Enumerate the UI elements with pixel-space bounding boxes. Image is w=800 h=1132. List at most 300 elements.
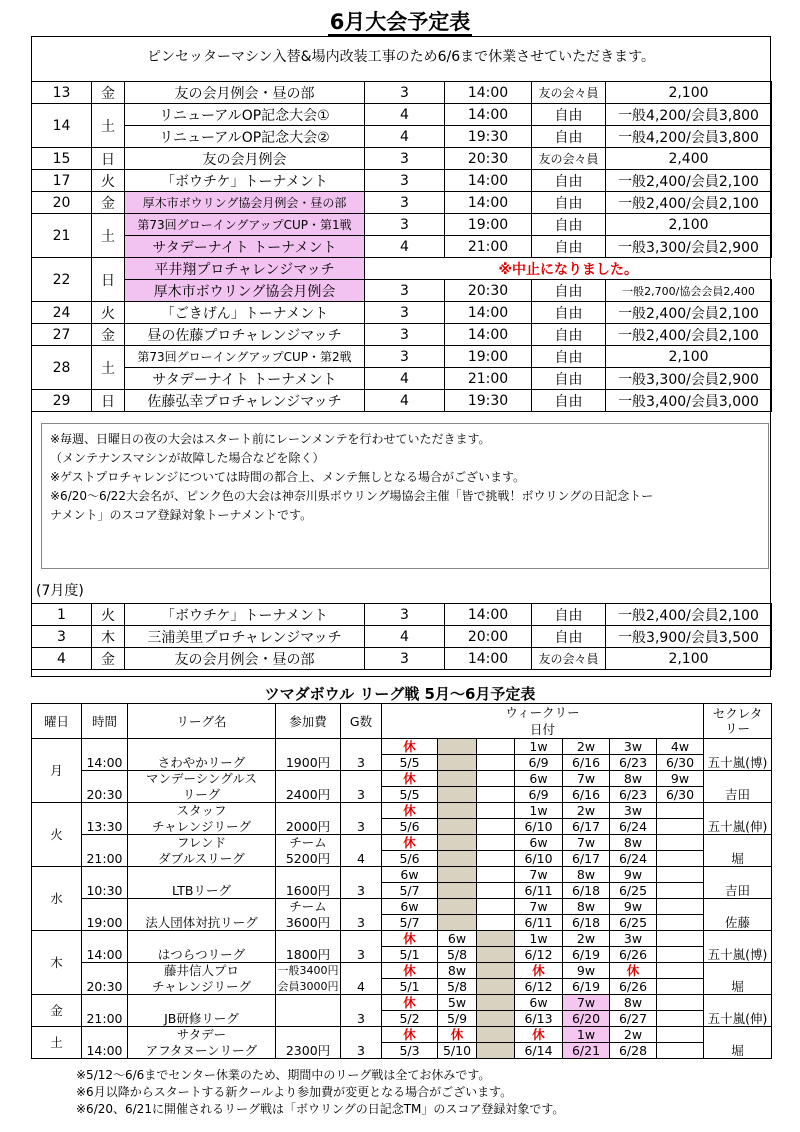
league-fee-line1 xyxy=(276,1027,341,1043)
event-name: 友の会月例会 xyxy=(125,148,365,170)
cancel-notice: ※中止になりました。 xyxy=(365,258,772,280)
event-entry: 自由 xyxy=(532,346,606,368)
date-cell: 6/26 xyxy=(610,979,657,995)
league-secretary: 吉田 xyxy=(704,787,772,803)
league-games-spacer xyxy=(341,867,382,883)
date-cell xyxy=(438,851,477,867)
event-name: 平井翔プロチャレンジマッチ xyxy=(125,258,365,280)
league-name-line1: フレンド xyxy=(128,835,276,851)
table-row xyxy=(32,126,772,148)
weekly-cell: 3w xyxy=(610,803,657,819)
event-time: 20:30 xyxy=(445,280,532,302)
weekly-cell: 8w xyxy=(610,835,657,851)
league-name-line2: ダブルスリーグ xyxy=(128,851,276,867)
weekly-cell: 1w xyxy=(515,803,563,819)
league-fee-line1 xyxy=(276,995,341,1011)
event-weekday: 土 xyxy=(92,104,125,148)
weekly-cell xyxy=(477,739,515,755)
table-row xyxy=(32,148,772,170)
table-row xyxy=(32,104,772,126)
league-time: 14:00 xyxy=(82,1043,128,1059)
event-weekday: 火 xyxy=(92,604,125,626)
weekly-cell: 9w xyxy=(610,867,657,883)
event-day: 21 xyxy=(32,214,92,258)
event-fee: 一般3,900/会員3,500 xyxy=(606,626,772,648)
weekly-cell xyxy=(477,995,515,1011)
league-header-games: G数 xyxy=(341,704,382,739)
weekly-cell xyxy=(477,835,515,851)
date-cell: 6/14 xyxy=(515,1043,563,1059)
event-time: 14:00 xyxy=(445,82,532,104)
event-time: 19:00 xyxy=(445,346,532,368)
league-name-line1 xyxy=(128,739,276,755)
date-cell: 5/1 xyxy=(382,979,438,995)
event-games: 4 xyxy=(365,368,445,390)
weekly-cell xyxy=(477,771,515,787)
event-time: 14:00 xyxy=(445,324,532,346)
date-cell xyxy=(477,947,515,963)
league-header-date: 日付 xyxy=(382,722,704,739)
event-time: 14:00 xyxy=(445,104,532,126)
date-cell: 5/3 xyxy=(382,1043,438,1059)
date-cell: 6/18 xyxy=(563,915,610,931)
league-name-line1 xyxy=(128,995,276,1011)
league-fee-line1 xyxy=(276,931,341,947)
note-line: ※6/20～6/22大会名が、ピンク色の大会は神奈川県ボウリング場協会主催「皆で挑戦！ボウリングの日記念トー xyxy=(50,489,654,503)
league-games-spacer xyxy=(341,963,382,979)
event-entry: 自由 xyxy=(532,302,606,324)
secretary-spacer xyxy=(704,995,772,1011)
weekly-cell xyxy=(477,963,515,979)
date-cell: 6/9 xyxy=(515,787,563,803)
event-day: 22 xyxy=(32,258,92,302)
league-name-line2: チャレンジリーグ xyxy=(128,979,276,995)
event-name: 友の会月例会・昼の部 xyxy=(125,648,365,670)
league-name-line1: マンデーシングルス xyxy=(128,771,276,787)
event-name: 昼の佐藤プロチャレンジマッチ xyxy=(125,324,365,346)
league-name-line1 xyxy=(128,899,276,915)
event-fee: 一般4,200/会員3,800 xyxy=(606,104,772,126)
date-cell: 6/13 xyxy=(515,1011,563,1027)
event-entry: 自由 xyxy=(532,214,606,236)
date-cell: 5/5 xyxy=(382,755,438,771)
weekly-cell: 1w xyxy=(563,1027,610,1043)
league-secretary: 五十嵐(博) xyxy=(704,947,772,963)
league-row xyxy=(32,931,772,947)
weekly-cell: 9w xyxy=(657,771,704,787)
weekly-cell: 休 xyxy=(515,1027,563,1043)
date-cell xyxy=(438,755,477,771)
table-row xyxy=(32,302,772,324)
event-entry: 自由 xyxy=(532,626,606,648)
league-time: 10:30 xyxy=(82,883,128,899)
league-header-weekly: ウィークリー xyxy=(382,704,704,722)
date-cell: 6/12 xyxy=(515,979,563,995)
league-time: 14:00 xyxy=(82,947,128,963)
event-time: 14:00 xyxy=(445,170,532,192)
event-entry: 友の会々員 xyxy=(532,648,606,670)
league-weekday: 土 xyxy=(32,1027,82,1059)
weekly-cell: 休 xyxy=(382,995,438,1011)
date-cell: 6/17 xyxy=(563,819,610,835)
league-row xyxy=(32,883,772,899)
weekly-cell: 7w xyxy=(563,835,610,851)
secretary-spacer xyxy=(704,1027,772,1043)
weekly-cell: 7w xyxy=(563,771,610,787)
event-games: 4 xyxy=(365,390,445,412)
weekly-cell: 休 xyxy=(382,739,438,755)
league-secretary: 堀 xyxy=(704,979,772,995)
date-cell: 5/2 xyxy=(382,1011,438,1027)
league-header-time: 時間 xyxy=(82,704,128,739)
event-weekday: 日 xyxy=(92,258,125,302)
event-time: 19:30 xyxy=(445,390,532,412)
date-cell xyxy=(657,947,704,963)
event-fee: 一般2,400/会員2,100 xyxy=(606,604,772,626)
event-fee: 2,400 xyxy=(606,148,772,170)
weekly-cell: 2w xyxy=(563,803,610,819)
event-fee: 一般2,400/会員2,100 xyxy=(606,170,772,192)
weekly-cell: 2w xyxy=(610,1027,657,1043)
event-name: リニューアルOP記念大会② xyxy=(125,126,365,148)
event-time: 21:00 xyxy=(445,236,532,258)
event-weekday: 金 xyxy=(92,192,125,214)
league-time: 14:00 xyxy=(82,755,128,771)
league-header-fee: 参加費 xyxy=(276,704,341,739)
league-row xyxy=(32,899,772,915)
league-row xyxy=(32,755,772,771)
league-name-line2: JB研修リーグ xyxy=(128,1011,276,1027)
weekly-cell xyxy=(657,899,704,915)
event-day: 1 xyxy=(32,604,92,626)
event-games: 3 xyxy=(365,82,445,104)
league-fee-line1 xyxy=(276,867,341,883)
date-cell xyxy=(657,883,704,899)
event-day: 27 xyxy=(32,324,92,346)
date-cell: 6/28 xyxy=(610,1043,657,1059)
date-cell xyxy=(438,915,477,931)
date-cell: 6/10 xyxy=(515,851,563,867)
weekly-cell xyxy=(438,835,477,851)
date-cell: 5/1 xyxy=(382,947,438,963)
table-row xyxy=(32,626,772,648)
league-games-spacer xyxy=(341,931,382,947)
weekly-cell: 6w xyxy=(438,931,477,947)
league-row xyxy=(32,739,772,755)
secretary-spacer xyxy=(704,867,772,883)
league-name-line1: スタッフ xyxy=(128,803,276,819)
table-row xyxy=(32,604,772,626)
league-title: ツマダボウル リーグ戦 5月～6月予定表 xyxy=(264,685,536,703)
league-time: 21:00 xyxy=(82,1011,128,1027)
league-fee-line1: チーム xyxy=(276,835,341,851)
weekly-cell: 休 xyxy=(382,771,438,787)
league-games: 4 xyxy=(341,851,382,867)
league-name-line2: さわやかリーグ xyxy=(128,755,276,771)
event-games: 4 xyxy=(365,126,445,148)
event-fee: 一般2,400/会員2,100 xyxy=(606,302,772,324)
event-fee: 一般4,200/会員3,800 xyxy=(606,126,772,148)
weekly-cell: 3w xyxy=(610,739,657,755)
event-fee: 2,100 xyxy=(606,82,772,104)
date-cell: 6/21 xyxy=(563,1043,610,1059)
date-cell: 6/23 xyxy=(610,755,657,771)
event-entry: 自由 xyxy=(532,236,606,258)
event-entry: 自由 xyxy=(532,104,606,126)
event-day: 20 xyxy=(32,192,92,214)
date-cell: 6/23 xyxy=(610,787,657,803)
league-time-spacer xyxy=(82,931,128,947)
league-fee-line1 xyxy=(276,803,341,819)
league-games-spacer xyxy=(341,739,382,755)
date-cell: 6/9 xyxy=(515,755,563,771)
event-weekday: 日 xyxy=(92,390,125,412)
weekly-cell: 8w xyxy=(438,963,477,979)
weekly-cell: 9w xyxy=(610,899,657,915)
league-secretary: 堀 xyxy=(704,1043,772,1059)
date-cell: 6/20 xyxy=(563,1011,610,1027)
weekly-cell xyxy=(477,899,515,915)
weekly-cell: 7w xyxy=(515,867,563,883)
event-games: 3 xyxy=(365,148,445,170)
weekly-cell: 8w xyxy=(563,867,610,883)
event-name: 「ボウチケ」トーナメント xyxy=(125,170,365,192)
league-name-line2: リーグ xyxy=(128,787,276,803)
date-cell: 6/24 xyxy=(610,851,657,867)
note-line: ※ゲストプロチャレンジについては時間の都合上、メンテ無しとなる場合がございます。 xyxy=(50,470,526,484)
date-cell xyxy=(657,851,704,867)
table-row xyxy=(32,368,772,390)
weekly-cell: 6w xyxy=(382,899,438,915)
event-name: 友の会月例会・昼の部 xyxy=(125,82,365,104)
event-fee: 一般2,700/協会会員2,400 xyxy=(606,280,772,302)
league-row xyxy=(32,771,772,787)
event-name: 第73回グローイングアップCUP・第2戦 xyxy=(125,346,365,368)
league-secretary: 佐藤 xyxy=(704,915,772,931)
weekly-cell: 4w xyxy=(657,739,704,755)
weekly-cell: 休 xyxy=(382,931,438,947)
league-fee: 2400円 xyxy=(276,787,341,803)
table-row xyxy=(32,214,772,236)
event-day: 29 xyxy=(32,390,92,412)
note-line: （メンテナンスマシンが故障した場合などを除く） xyxy=(50,451,325,465)
date-cell: 5/8 xyxy=(438,947,477,963)
table-row xyxy=(32,170,772,192)
event-entry: 自由 xyxy=(532,170,606,192)
event-day: 13 xyxy=(32,82,92,104)
date-cell: 5/9 xyxy=(438,1011,477,1027)
event-name: 三浦美里プロチャレンジマッチ xyxy=(125,626,365,648)
event-fee: 2,100 xyxy=(606,648,772,670)
weekly-cell xyxy=(657,963,704,979)
date-cell xyxy=(477,755,515,771)
weekly-cell xyxy=(657,803,704,819)
july-event-table xyxy=(31,603,772,670)
date-cell: 6/19 xyxy=(563,979,610,995)
secretary-spacer xyxy=(704,835,772,851)
event-time: 20:00 xyxy=(445,626,532,648)
league-fee: 2300円 xyxy=(276,1043,341,1059)
league-fee: 1900円 xyxy=(276,755,341,771)
event-weekday: 土 xyxy=(92,214,125,258)
date-cell xyxy=(657,915,704,931)
league-row xyxy=(32,835,772,851)
event-weekday: 火 xyxy=(92,302,125,324)
league-row xyxy=(32,979,772,995)
league-fee-line1 xyxy=(276,771,341,787)
event-games: 3 xyxy=(365,302,445,324)
event-weekday: 土 xyxy=(92,346,125,390)
event-fee: 一般2,400/会員2,100 xyxy=(606,192,772,214)
date-cell: 5/6 xyxy=(382,851,438,867)
league-row xyxy=(32,1043,772,1059)
event-day: 24 xyxy=(32,302,92,324)
table-row xyxy=(32,280,772,302)
event-entry: 自由 xyxy=(532,192,606,214)
league-games: 3 xyxy=(341,1043,382,1059)
event-games: 3 xyxy=(365,214,445,236)
league-fee: 5200円 xyxy=(276,851,341,867)
league-name-line2: 法人団体対抗リーグ xyxy=(128,915,276,931)
event-games: 3 xyxy=(365,170,445,192)
league-row xyxy=(32,1011,772,1027)
weekly-cell: 休 xyxy=(382,963,438,979)
weekly-cell xyxy=(657,995,704,1011)
event-name: リニューアルOP記念大会① xyxy=(125,104,365,126)
event-games: 4 xyxy=(365,236,445,258)
league-games-spacer xyxy=(341,899,382,915)
date-cell: 6/24 xyxy=(610,819,657,835)
weekly-cell: 8w xyxy=(610,771,657,787)
event-name: サタデーナイト トーナメント xyxy=(125,368,365,390)
event-weekday: 金 xyxy=(92,648,125,670)
event-day: 17 xyxy=(32,170,92,192)
date-cell: 6/10 xyxy=(515,819,563,835)
weekly-cell: 8w xyxy=(563,899,610,915)
date-cell xyxy=(477,1043,515,1059)
date-cell: 6/18 xyxy=(563,883,610,899)
date-cell: 6/27 xyxy=(610,1011,657,1027)
event-weekday: 金 xyxy=(92,82,125,104)
notes-box xyxy=(41,423,769,569)
date-cell: 6/30 xyxy=(657,787,704,803)
event-day: 4 xyxy=(32,648,92,670)
date-cell: 6/16 xyxy=(563,787,610,803)
date-cell xyxy=(477,787,515,803)
event-games: 3 xyxy=(365,346,445,368)
league-name-line2: LTBリーグ xyxy=(128,883,276,899)
league-row xyxy=(32,995,772,1011)
league-name-line1: 藤井信人プロ xyxy=(128,963,276,979)
date-cell xyxy=(657,979,704,995)
league-header-name: リーグ名 xyxy=(128,704,276,739)
date-cell xyxy=(657,819,704,835)
event-entry: 自由 xyxy=(532,604,606,626)
july-label: (7月度) xyxy=(36,583,84,599)
league-games-spacer xyxy=(341,835,382,851)
event-time: 20:30 xyxy=(445,148,532,170)
table-row xyxy=(32,258,772,280)
league-weekday: 金 xyxy=(32,995,82,1027)
event-games: 3 xyxy=(365,648,445,670)
league-weekday: 月 xyxy=(32,739,82,803)
event-day: 3 xyxy=(32,626,92,648)
league-secretary: 五十嵐(博) xyxy=(704,755,772,771)
weekly-cell: 6w xyxy=(515,995,563,1011)
date-cell: 5/6 xyxy=(382,819,438,835)
weekly-cell: 6w xyxy=(382,867,438,883)
date-cell: 5/7 xyxy=(382,883,438,899)
league-name-line1 xyxy=(128,867,276,883)
date-cell xyxy=(438,787,477,803)
weekly-cell: 2w xyxy=(563,739,610,755)
weekly-cell xyxy=(438,771,477,787)
weekly-cell xyxy=(477,803,515,819)
event-fee: 2,100 xyxy=(606,214,772,236)
table-row xyxy=(32,192,772,214)
weekly-cell xyxy=(477,867,515,883)
event-entry: 自由 xyxy=(532,390,606,412)
event-weekday: 火 xyxy=(92,170,125,192)
date-cell xyxy=(477,883,515,899)
date-cell: 6/12 xyxy=(515,947,563,963)
date-cell: 6/25 xyxy=(610,915,657,931)
league-secretary: 堀 xyxy=(704,851,772,867)
league-time-spacer xyxy=(82,835,128,851)
league-header-secretary: セクレタ リー xyxy=(704,704,772,739)
league-time-spacer xyxy=(82,803,128,819)
event-time: 19:30 xyxy=(445,126,532,148)
league-row xyxy=(32,803,772,819)
weekly-cell xyxy=(657,835,704,851)
event-entry: 自由 xyxy=(532,324,606,346)
weekly-cell xyxy=(657,931,704,947)
league-time: 20:30 xyxy=(82,787,128,803)
league-row xyxy=(32,851,772,867)
league-weekday: 水 xyxy=(32,867,82,931)
date-cell xyxy=(438,819,477,835)
weekly-cell: 休 xyxy=(382,1027,438,1043)
league-time: 21:00 xyxy=(82,851,128,867)
date-cell xyxy=(477,979,515,995)
weekly-cell: 7w xyxy=(563,995,610,1011)
league-time: 20:30 xyxy=(82,979,128,995)
date-cell: 6/11 xyxy=(515,915,563,931)
league-games: 3 xyxy=(341,883,382,899)
event-time: 19:00 xyxy=(445,214,532,236)
event-time: 14:00 xyxy=(445,604,532,626)
event-name: 佐藤弘幸プロチャレンジマッチ xyxy=(125,390,365,412)
league-games-spacer xyxy=(341,803,382,819)
event-games: 3 xyxy=(365,192,445,214)
league-games: 3 xyxy=(341,947,382,963)
event-fee: 一般3,300/会員2,900 xyxy=(606,236,772,258)
date-cell xyxy=(477,1011,515,1027)
league-time-spacer xyxy=(82,1027,128,1043)
date-cell: 5/8 xyxy=(438,979,477,995)
event-fee: 一般2,400/会員2,100 xyxy=(606,324,772,346)
event-entry: 友の会々員 xyxy=(532,82,606,104)
league-time: 13:30 xyxy=(82,819,128,835)
league-fee: 1600円 xyxy=(276,883,341,899)
weekly-cell: 休 xyxy=(515,963,563,979)
weekly-cell: 休 xyxy=(610,963,657,979)
secretary-spacer xyxy=(704,803,772,819)
league-fee: 2000円 xyxy=(276,819,341,835)
weekly-cell: 6w xyxy=(515,835,563,851)
league-row xyxy=(32,947,772,963)
event-games: 3 xyxy=(365,280,445,302)
